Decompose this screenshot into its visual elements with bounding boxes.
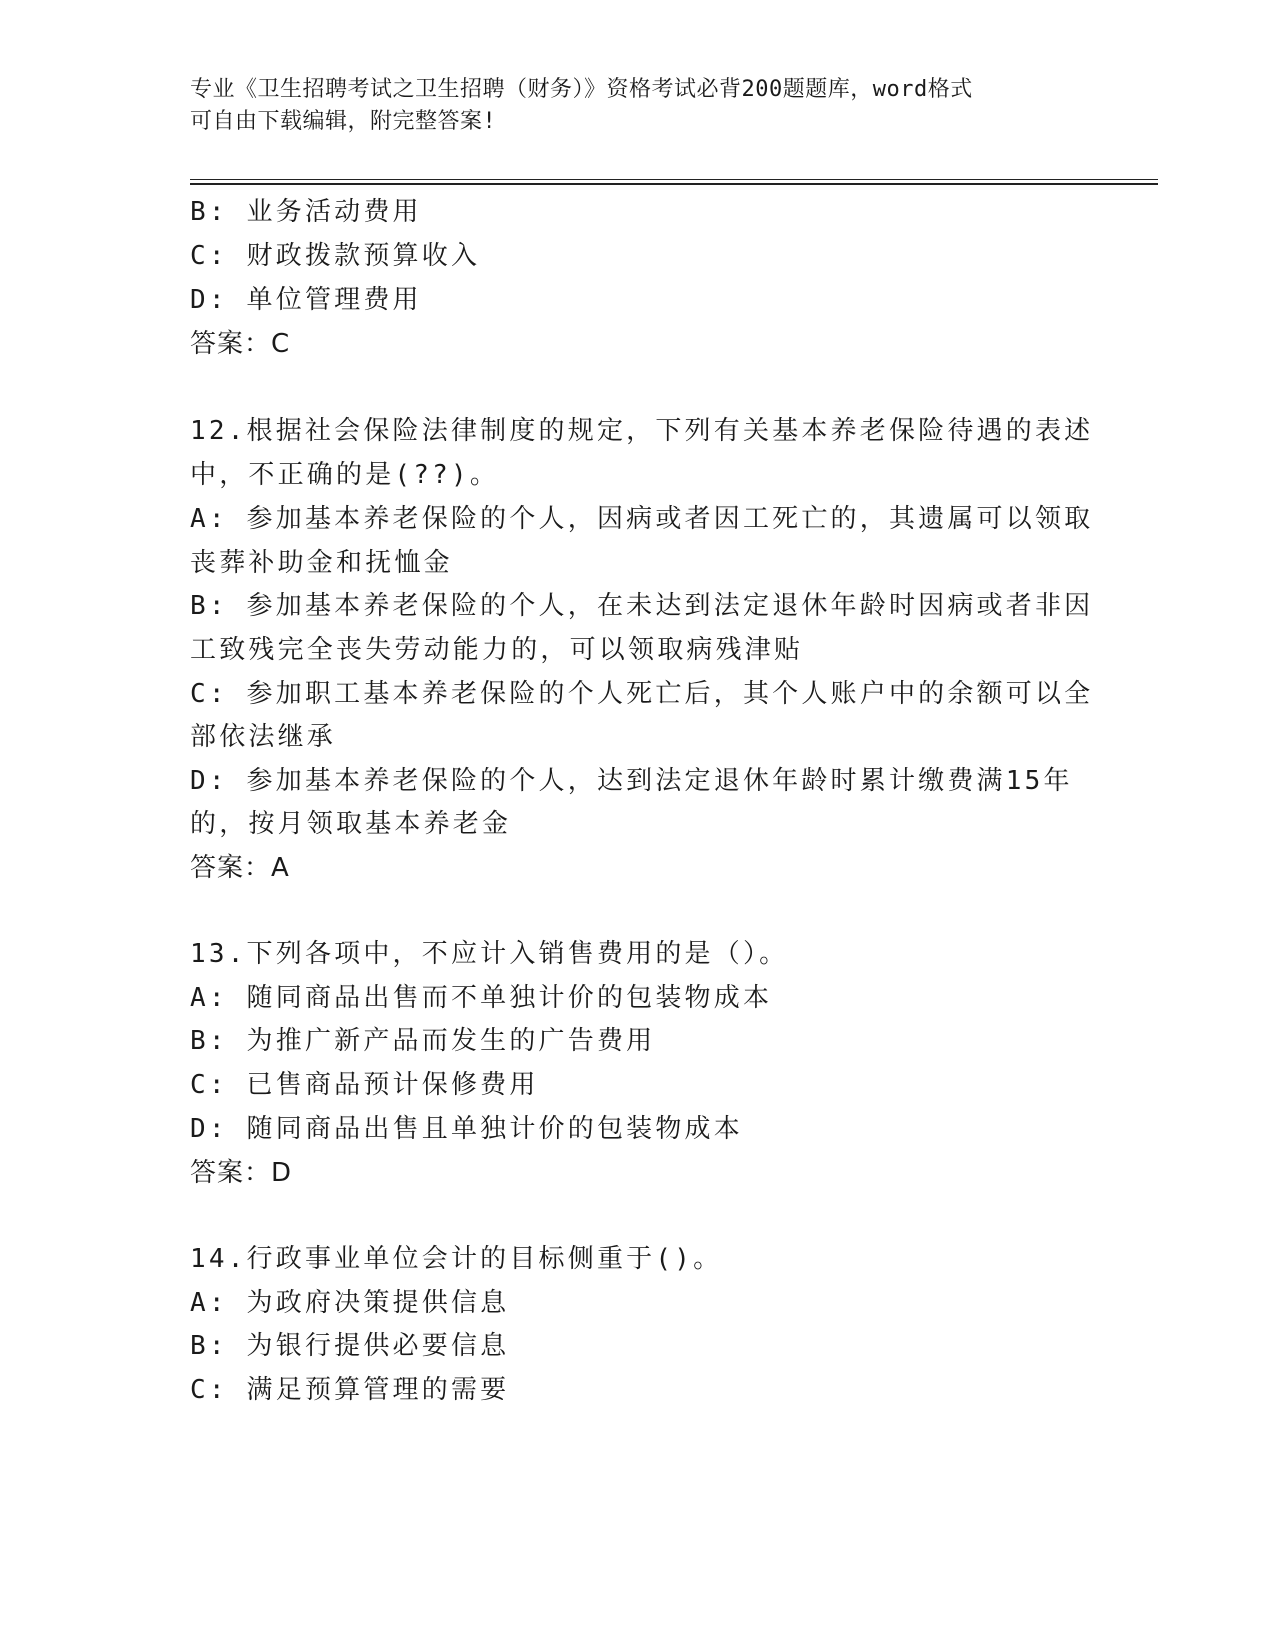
- q12-option-c-line-2: 部依法继承: [190, 722, 337, 752]
- q11-option-c: C: 财政拨款预算收入: [190, 241, 481, 271]
- q13-option-d: D: 随同商品出售且单独计价的包装物成本: [190, 1114, 743, 1144]
- q12-option-a-line-2: 丧葬补助金和抚恤金: [190, 548, 453, 578]
- header-divider-thick: [190, 183, 1158, 185]
- q12-option-c-line-1: C: 参加职工基本养老保险的个人死亡后，其个人账户中的余额可以全: [190, 679, 1094, 709]
- q12-option-b-line-1: B: 参加基本养老保险的个人，在未达到法定退休年龄时因病或者非因: [190, 591, 1094, 621]
- q11-option-b: B: 业务活动费用: [190, 197, 422, 227]
- q12-option-d-line-2: 的，按月领取基本养老金: [190, 809, 512, 839]
- q14-option-b: B: 为银行提供必要信息: [190, 1331, 510, 1361]
- q13-stem: 13.下列各项中，不应计入销售费用的是（）。: [190, 939, 789, 969]
- header-line-2: 可自由下载编辑，附完整答案!: [190, 109, 497, 134]
- q13-option-c: C: 已售商品预计保修费用: [190, 1070, 539, 1100]
- q14-option-a: A: 为政府决策提供信息: [190, 1288, 510, 1318]
- q14-stem: 14.行政事业单位会计的目标侧重于()。: [190, 1244, 723, 1274]
- q11-answer: 答案：C: [190, 329, 291, 359]
- document-header: [190, 74, 1080, 138]
- q13-option-a: A: 随同商品出售而不单独计价的包装物成本: [190, 983, 773, 1013]
- q14-option-c: C: 满足预算管理的需要: [190, 1375, 510, 1405]
- header-divider-thin: [190, 179, 1158, 180]
- q13-answer: 答案：D: [190, 1158, 293, 1188]
- q12-option-d-line-1: D: 参加基本养老保险的个人，达到法定退休年龄时累计缴费满15年: [190, 766, 1073, 796]
- q12-stem-line-2: 中，不正确的是(??)。: [190, 460, 500, 490]
- q12-option-a-line-1: A: 参加基本养老保险的个人，因病或者因工死亡的，其遗属可以领取: [190, 504, 1094, 534]
- q13-option-b: B: 为推广新产品而发生的广告费用: [190, 1026, 656, 1056]
- q12-stem-line-1: 12.根据社会保险法律制度的规定，下列有关基本养老保险待遇的表述: [190, 416, 1094, 446]
- q12-option-b-line-2: 工致残完全丧失劳动能力的，可以领取病残津贴: [190, 635, 804, 665]
- q11-option-d: D: 单位管理费用: [190, 285, 422, 315]
- q12-answer: 答案：A: [190, 853, 290, 883]
- header-line-1: 专业《卫生招聘考试之卫生招聘（财务）》资格考试必背200题题库，word格式: [190, 77, 973, 102]
